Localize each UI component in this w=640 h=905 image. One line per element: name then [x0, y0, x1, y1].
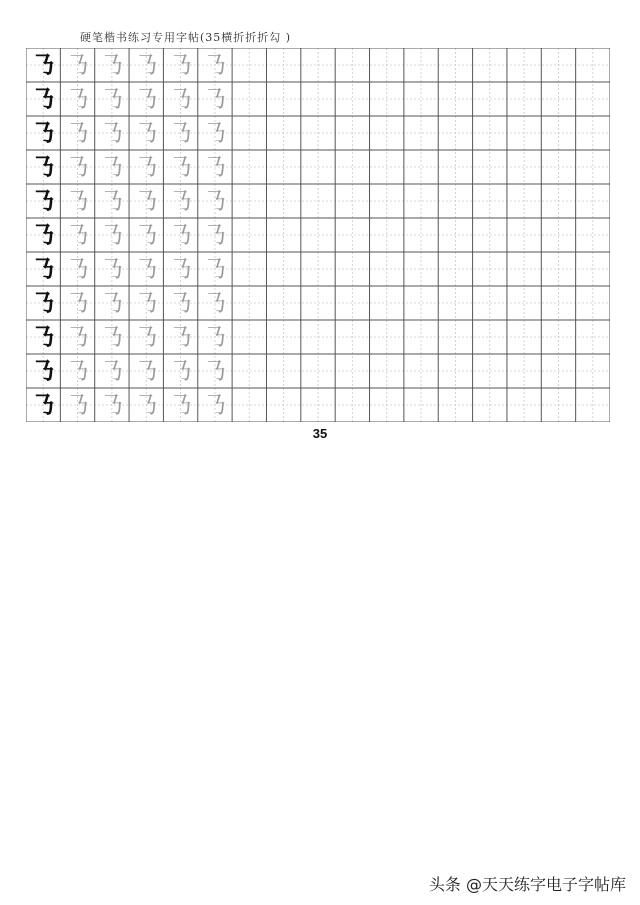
- trace-character: ㇡: [133, 152, 159, 182]
- page-number: 35: [312, 426, 328, 441]
- model-character: ㇡: [30, 50, 56, 80]
- trace-character: ㇡: [133, 118, 159, 148]
- trace-character: ㇡: [65, 152, 91, 182]
- trace-character: ㇡: [168, 356, 194, 386]
- trace-character: ㇡: [65, 390, 91, 420]
- trace-character: ㇡: [99, 322, 125, 352]
- trace-character: ㇡: [65, 356, 91, 386]
- trace-character: ㇡: [65, 84, 91, 114]
- trace-character: ㇡: [202, 220, 228, 250]
- model-character: ㇡: [30, 118, 56, 148]
- trace-character: ㇡: [168, 220, 194, 250]
- trace-character: ㇡: [168, 186, 194, 216]
- model-character: ㇡: [30, 186, 56, 216]
- trace-character: ㇡: [202, 390, 228, 420]
- trace-character: ㇡: [168, 254, 194, 284]
- trace-character: ㇡: [133, 50, 159, 80]
- trace-character: ㇡: [168, 322, 194, 352]
- model-character: ㇡: [30, 288, 56, 318]
- trace-character: ㇡: [168, 50, 194, 80]
- trace-character: ㇡: [133, 288, 159, 318]
- trace-character: ㇡: [202, 322, 228, 352]
- trace-character: ㇡: [168, 118, 194, 148]
- model-character: ㇡: [30, 254, 56, 284]
- trace-character: ㇡: [202, 84, 228, 114]
- model-character: ㇡: [30, 356, 56, 386]
- trace-character: ㇡: [65, 118, 91, 148]
- trace-character: ㇡: [168, 84, 194, 114]
- trace-character: ㇡: [65, 288, 91, 318]
- trace-character: ㇡: [99, 84, 125, 114]
- trace-character: ㇡: [133, 84, 159, 114]
- trace-character: ㇡: [202, 118, 228, 148]
- trace-character: ㇡: [133, 322, 159, 352]
- trace-character: ㇡: [202, 254, 228, 284]
- trace-character: ㇡: [202, 356, 228, 386]
- worksheet-title: 硬笔楷书练习专用字帖(35横折折折勾 ): [80, 31, 292, 44]
- trace-character: ㇡: [99, 254, 125, 284]
- trace-character: ㇡: [99, 356, 125, 386]
- trace-character: ㇡: [133, 254, 159, 284]
- trace-character: ㇡: [99, 50, 125, 80]
- trace-character: ㇡: [99, 186, 125, 216]
- model-character: ㇡: [30, 152, 56, 182]
- trace-character: ㇡: [65, 322, 91, 352]
- trace-character: ㇡: [202, 50, 228, 80]
- trace-character: ㇡: [168, 288, 194, 318]
- trace-character: ㇡: [168, 152, 194, 182]
- model-character: ㇡: [30, 390, 56, 420]
- trace-character: ㇡: [133, 356, 159, 386]
- trace-character: ㇡: [99, 118, 125, 148]
- model-character: ㇡: [30, 220, 56, 250]
- trace-character: ㇡: [202, 152, 228, 182]
- practice-grid: [26, 48, 610, 422]
- trace-character: ㇡: [133, 220, 159, 250]
- trace-character: ㇡: [99, 390, 125, 420]
- trace-character: ㇡: [202, 288, 228, 318]
- trace-character: ㇡: [99, 288, 125, 318]
- trace-character: ㇡: [65, 186, 91, 216]
- practice-characters: [26, 48, 610, 422]
- trace-character: ㇡: [133, 390, 159, 420]
- trace-character: ㇡: [202, 186, 228, 216]
- trace-character: ㇡: [133, 186, 159, 216]
- trace-character: ㇡: [99, 220, 125, 250]
- model-character: ㇡: [30, 84, 56, 114]
- model-character: ㇡: [30, 322, 56, 352]
- trace-character: ㇡: [168, 390, 194, 420]
- source-watermark: 头条 @天天练字电子字帖库: [428, 875, 626, 894]
- trace-character: ㇡: [99, 152, 125, 182]
- trace-character: ㇡: [65, 220, 91, 250]
- trace-character: ㇡: [65, 254, 91, 284]
- trace-character: ㇡: [65, 50, 91, 80]
